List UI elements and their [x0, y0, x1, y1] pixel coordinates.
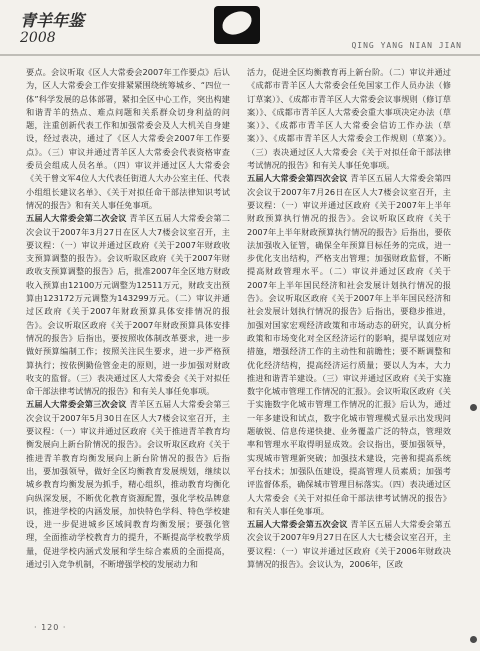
header-divider: [0, 54, 480, 56]
section-heading: 五届人大常委会第四次会议: [247, 173, 348, 184]
yearbook-brand: [14, 6, 134, 54]
section-body: 青羊区五届人大常委会第五次会议于2007年9月27日在区人大七楼会议室召开，主要议程：（一）审议并通过区政府《关于2006年财政决算情况的报告》。会议认为，2006年，区政: [247, 519, 451, 569]
brand-title: 青羊年鉴: [20, 11, 85, 30]
section-body: 青羊区五届人大常委会第三次会议于2007年5月30日在区人大7楼会议室召开，主要议程：（一）审议并通过区政府《关于推进青羊教育均衡发展向上新台阶情况的报告》。会议听取区政府《关于推进青羊教育均衡发展向上新台阶情况的报告》后指出，要加强领导，做好全区均衡教育发展规划，继续以城乡教育均衡发展为抓手，精心组织，推动教育均衡化向纵深发展，不断优化教育资源配置，强化学校品牌意识，推进学校的内涵发展，加快特色学科、特色学校建设，进一步促进城乡区域间教育均衡发展；要强化管理，全面推动学校教育力的提升，不断提高学校教学质量，促进学校内涵式发展和学生综合素质的全面提高，通过引入竞争机制，不断增强学校的发展动力和: [26, 399, 230, 569]
left-column: [26, 66, 230, 571]
brand-pinyin: QING YANG NIAN JIAN: [351, 41, 462, 50]
section-body: 青羊区五届人大常委会第二次会议于2007年3月27日在区人大7楼会议室召开，主要议程：（一）审议并通过区政府《关于2007年财政收支预算调整的报告》。会议听取区政府《关于2007年财政收支预算调整的报告》后，批准2007年全区地方财政收入预算由12100万元调整为12511万元，财政支出预算由123172万元调整为143299万元。（二）审议并通过区政府《关于2007年财政预算具体安排情况的报告》。会议听取区政府《关于2007年财政预算具体安排情况的报告》后指出，要按照收体制改革要求，进一步做好预算编制工作；按照关注民生要求，进一步严格预算执行；按依例勤俭管金走的原则，进一步加强对财政收支的监督。（三）表决通过区人大常委会《关于对拟任命干部法律考试情况的报告》和有关人事任免事项。: [26, 213, 230, 397]
section-body: 青羊区五届人大常委会第四次会议于2007年7月26日在区人大7楼会议室召开，主要议程：（一）审议并通过区政府《关于2007年上半年财政预算执行情况的报告》。会议听取区政府《关于2007年上半年财政预算执行情况的报告》后指出，要依法加强收入征管，确保全年预算目标任务的完成，进一步优化支出结构，严格支出管理；加强财政监督，不断提高财政管理水平。（二）审议并通过区政府《关于2007年上半年国民经济和社会发展计划执行情况的报告》。会议听取区政府《关于2007年上半年国民经济和社会发展计划执行情况的报告》后指出，要稳步推进，加强对国家宏观经济政策和市场动态的研究，认真分析政策和市场变化对全区经济运行的影响，提早谋划应对措施，增强经济工作的主动性和前瞻性；要不断调整和优化经济结构，提高经济运行质量；要以人为本，大力推进和谐青羊建设。（三）审议并通过区政府《关于实施数字化城市管理工作情况的汇报》。会议听取区政府《关于实施数字化城市管理工作情况的汇报》后认为，通过一年多建设和试点，数字化城市管理模式显示出发现问题敏锐、信息传递快捷、业务覆盖广泛的特点，管理效率和管理水平取得明显成效。会议指出，要加强领导，实现城市管理新突破；加强技术建设，完善和提高系统平台技术；加强队伍建设，提高管理人员素质；加强考评监督体系，确保城市管理目标落实。（四）表决通过区人大常委会《关于对拟任命干部法律考试情况的报告》和有关人事任免事项。: [247, 173, 451, 516]
page-number: · 120 ·: [34, 623, 67, 632]
section-heading: 五届人大常委会第五次会议: [247, 519, 348, 530]
section-heading: 五届人大常委会第三次会议: [26, 399, 127, 410]
bird-emblem-icon: [214, 6, 260, 44]
brand-year: 2008: [20, 30, 56, 46]
margin-dot-icon: [470, 636, 477, 643]
right-column: [247, 66, 451, 571]
paragraph: 要点。会议听取《区人大常委会2007年工作要点》后认为，区人大常委会工作安排紧紧围绕统筹城乡、“四位一体”科学发展的总体部署，紧扣全区中心工作，突出构建和谐青羊的热点、难点问题和关系群众切身利益的问题，注重创新代表工作和加强常委会及人大机关自身建设，经过表决，通过了《区人大常委会2007年工作要点》。（三）审议并通过青羊区人大常委会代表资格审查委员会组成人员名单。（四）审议并通过区人大常委会《关于曾文军4位人大代表任街道人大办公室主任、代表小组组长建议名单》、《关于对拟任命干部法律知识考试情况的报告》和有关人事任免事项。: [26, 67, 230, 210]
section-heading: 五届人大常委会第二次会议: [26, 213, 127, 224]
page-header: [0, 0, 480, 58]
paragraph: 活力，促进全区均衡教育再上新台阶。（二）审议并通过《成都市青羊区人大常委会任免国家工作人员办法（修订草案）》、《成都市青羊区人大常委会议事规则（修订草案）》、《成都市青羊区人大常委会重大事项决定办法（草案）》、《成都市青羊区人大常委会信访工作办法（草案）》、《成都市青羊区人大常委会工作规则（草案）》。（三）表决通过区人大常委会《关于对拟任命干部法律考试情况的报告》和有关人事任免事项。: [247, 67, 451, 171]
margin-dot-icon: [470, 404, 477, 411]
